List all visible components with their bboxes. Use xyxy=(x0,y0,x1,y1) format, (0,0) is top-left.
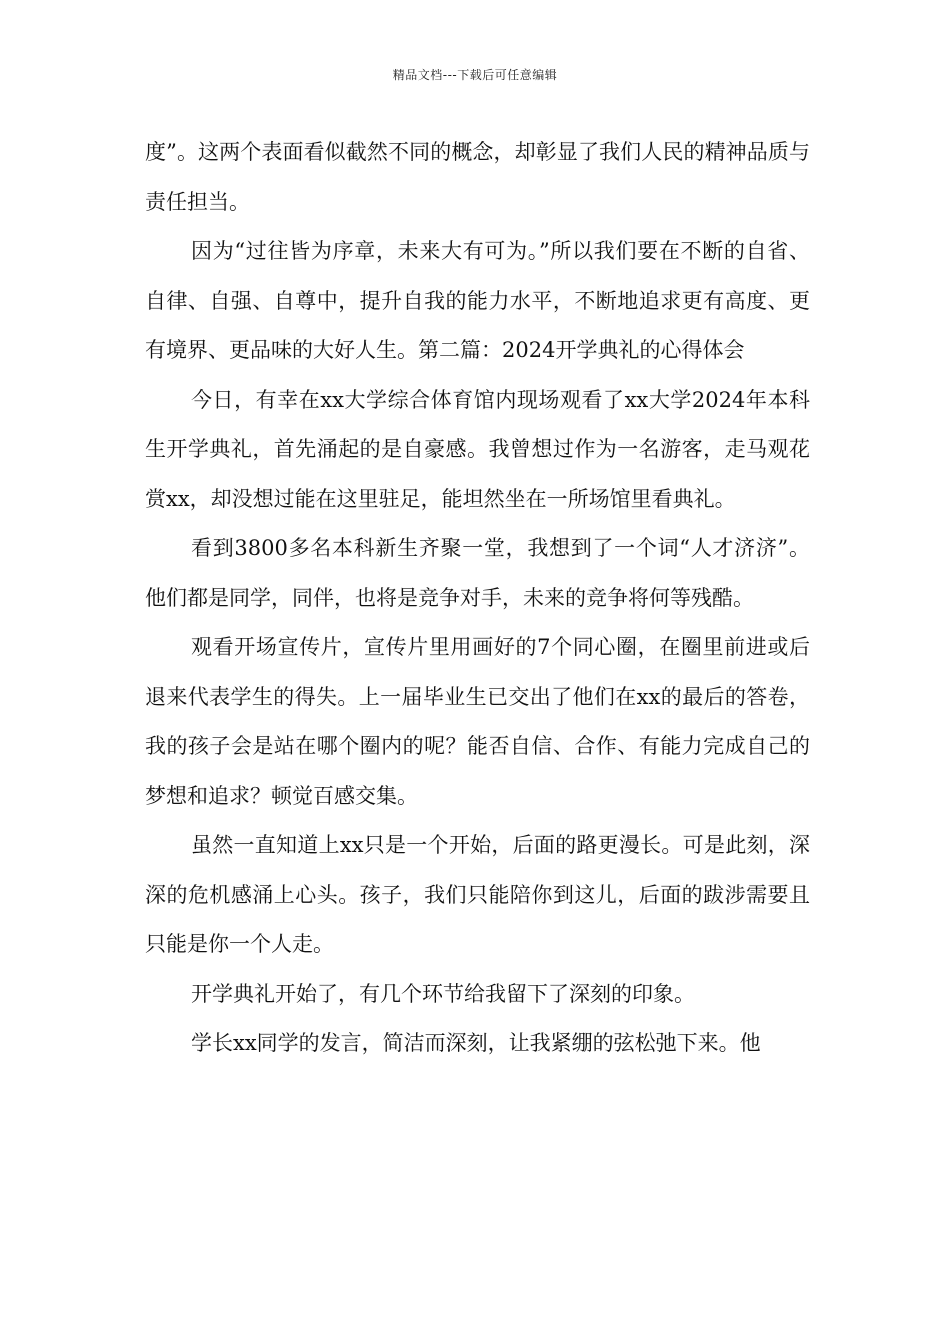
paragraph: 度”。这两个表面看似截然不同的概念，却彰显了我们人民的精神品质与责任担当。 xyxy=(145,140,810,214)
paragraph: 看到3800多名本科新生齐聚一堂，我想到了一个词“人才济济”。他们都是同学，同伴，也将是竞争对手，未来的竞争将何等残酷。 xyxy=(145,536,810,610)
paragraph: 学长xx同学的发言，简洁而深刻，让我紧绷的弦松弛下来。他 xyxy=(191,1031,761,1055)
page-header: 精品文档---下载后可任意编辑 xyxy=(392,68,558,82)
paragraph: 因为“过往皆为序章，未来大有可为。”所以我们要在不断的自省、自律、自强、自尊中，提升自我的能力水平，不断地追求更有高度、更有境界、更品味的大好人生。第二篇：2024开学典礼的心得体会 xyxy=(145,239,810,362)
document-body xyxy=(145,128,810,1069)
paragraph: 观看开场宣传片，宣传片里用画好的7个同心圈，在圈里前进或后退来代表学生的得失。上一届毕业生已交出了他们在xx的最后的答卷，我的孩子会是站在哪个圈内的呢？能否自信、合作、有能力完成自己的梦想和追求？顿觉百感交集。 xyxy=(145,635,810,808)
paragraph: 开学典礼开始了，有几个环节给我留下了深刻的印象。 xyxy=(191,981,695,1006)
paragraph: 虽然一直知道上xx只是一个开始，后面的路更漫长。可是此刻，深深的危机感涌上心头。孩子，我们只能陪你到这儿，后面的跋涉需要且只能是你一个人走。 xyxy=(145,833,810,956)
paragraph: 今日，有幸在xx大学综合体育馆内现场观看了xx大学2024年本科生开学典礼，首先涌起的是自豪感。我曾想过作为一名游客，走马观花赏xx，却没想过能在这里驻足，能坦然坐在一所场馆里看典礼。 xyxy=(145,387,810,511)
